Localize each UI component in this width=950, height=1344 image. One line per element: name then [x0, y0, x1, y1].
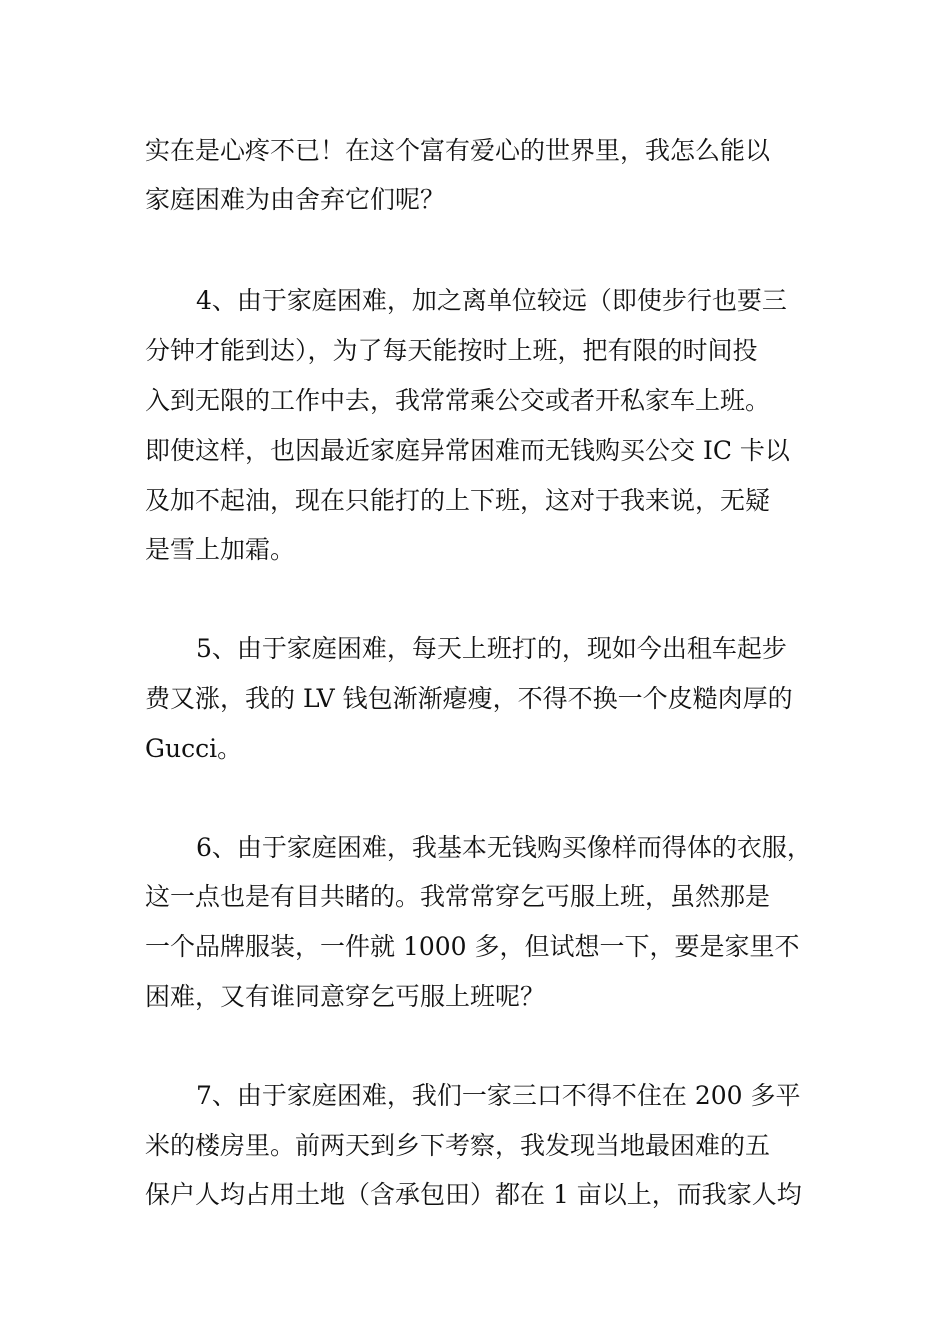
text-line: 这一点也是有目共睹的。我常常穿乞丐服上班，虽然那是	[145, 882, 771, 911]
paragraph-start-line: 6、由于家庭困难，我基本无钱购买像样而得体的衣服，	[196, 833, 812, 862]
text-line: 及加不起油，现在只能打的上下班，这对于我来说，无疑	[145, 486, 771, 515]
text-line: 分钟才能到达），为了每天能按时上班，把有限的时间投	[145, 336, 758, 365]
text-line: 费又涨，我的 LV 钱包渐渐瘪瘦，不得不换一个皮糙肉厚的	[145, 684, 793, 713]
paragraph-start-line: 7、由于家庭困难，我们一家三口不得不住在 200 多平	[196, 1081, 801, 1110]
text-line: 困难，又有谁同意穿乞丐服上班呢？	[145, 982, 546, 1011]
text-line: 家庭困难为由舍弃它们呢？	[145, 185, 446, 214]
text-line: 是雪上加霜。	[145, 535, 296, 564]
paragraph-start-line: 4、由于家庭困难，加之离单位较远（即使步行也要三	[196, 286, 787, 315]
text-line: 一个品牌服装，一件就 1000 多，但试想一下，要是家里不	[145, 932, 800, 961]
text-line: Gucci。	[145, 734, 243, 763]
text-line: 实在是心疼不已！在这个富有爱心的世界里，我怎么能以	[145, 136, 771, 165]
text-line: 米的楼房里。前两天到乡下考察，我发现当地最困难的五	[145, 1131, 771, 1160]
paragraph-start-line: 5、由于家庭困难，每天上班打的，现如今出租车起步	[196, 634, 787, 663]
text-line: 即使这样，也因最近家庭异常困难而无钱购买公交 IC 卡以	[145, 436, 790, 465]
text-line: 入到无限的工作中去，我常常乘公交或者开私家车上班。	[145, 386, 771, 415]
text-line: 保户人均占用土地（含承包田）都在 1 亩以上，而我家人均	[145, 1180, 802, 1209]
